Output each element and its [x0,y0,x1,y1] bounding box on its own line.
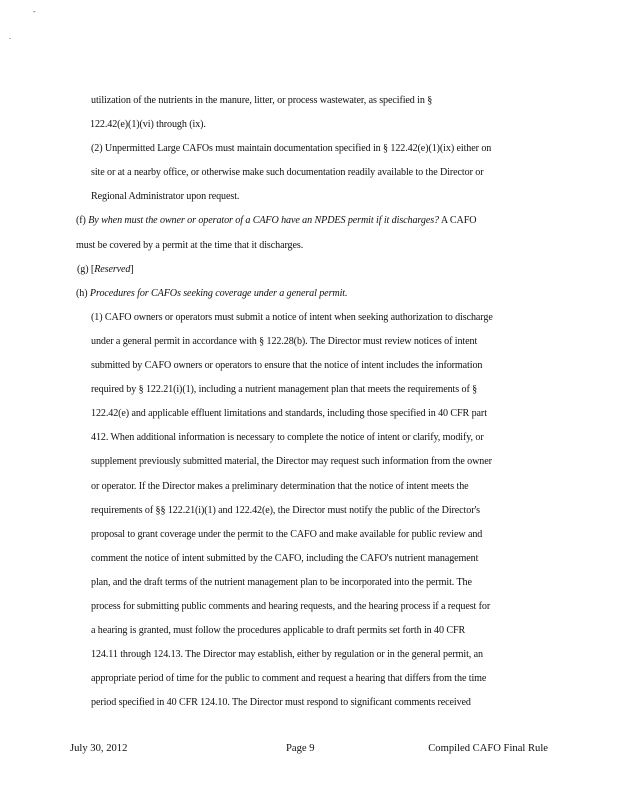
section-text: A CAFO [440,215,477,227]
scan-mark-side: . [9,32,11,41]
text-line: utilization of the nutrients in the manure, litter, or process wastewater, as specified in § [91,95,433,106]
text-line: proposal to grant coverage under the permit to the CAFO and make available for public review and [91,528,483,540]
section-h-heading [76,282,556,306]
text-line: required by § 122.21(i)(1), including a nutrient management plan that meets the requirements of § [91,384,478,396]
section-title-wrap: [Reserved] [90,263,134,275]
text-line: comment the notice of intent submitted by the CAFO, including the CAFO's nutrient management [91,552,479,564]
text-line: 124.11 through 124.13. The Director may establish, either by regulation or in the general permit, an [91,649,483,661]
text-line: period specified in 40 CFR 124.10. The Director must respond to significant comments received [91,697,471,709]
text-line: (2) Unpermitted Large CAFOs must maintain documentation specified in § 122.42(e)(1)(ix) either on [91,143,492,155]
section-title: Reserved [94,263,131,275]
text-line: supplement previously submitted material, the Director may request such information from the owner [91,456,492,468]
text-line: appropriate period of time for the public to comment and request a hearing that differs from the time [91,673,487,685]
text-line: plan, and the draft terms of the nutrient management plan to be incorporated into the permit. The [91,576,472,588]
text-line: a hearing is granted, must follow the procedures applicable to draft permits set forth in 40 CFR [91,625,466,637]
page-body [76,89,556,715]
text-line: (1) CAFO owners or operators must submit a notice of intent when seeking authorization to discharge [91,311,493,323]
section-f-heading [76,209,556,233]
footer-document-title: Compiled CAFO Final Rule [428,743,548,754]
footer-date: July 30, 2012 [70,743,128,754]
scan-mark-top: - [33,7,36,16]
text-line: must be covered by a permit at the time that it discharges. [76,239,304,251]
text-line: 412. When additional information is necessary to complete the notice of intent or clarify, modify, or [91,432,484,444]
text-line: submitted by CAFO owners or operators to ensure that the notice of intent includes the information [91,360,483,372]
text-line: under a general permit in accordance with § 122.28(b). The Director must review notices of intent [91,335,478,347]
section-marker: (g) [77,263,89,275]
page-footer [70,742,548,756]
text-line: process for submitting public comments and hearing requests, and the hearing process if a request for [91,600,491,612]
footer-page-number: Page 9 [286,743,315,754]
text-line: site or at a nearby office, or otherwise make such documentation readily available to the Director or [91,167,484,179]
section-marker: (h) [76,287,88,299]
text-line: Regional Administrator upon request. [91,191,240,203]
text-line: requirements of §§ 122.21(i)(1) and 122.42(e), the Director must notify the public of the Director's [91,504,481,516]
text-line: 122.42(e) and applicable effluent limitations and standards, including those specified in 40 CFR part [91,408,487,420]
section-marker: (f) [76,215,86,227]
section-title: By when must the owner or operator of a CAFO have an NPDES permit if it discharges? [88,215,439,227]
section-g-heading [76,258,556,282]
section-title: Procedures for CAFOs seeking coverage under a general permit. [89,287,348,299]
text-line: 122.42(e)(1)(vi) through (ix). [90,119,206,131]
text-line: or operator. If the Director makes a preliminary determination that the notice of intent meets the [91,480,469,492]
